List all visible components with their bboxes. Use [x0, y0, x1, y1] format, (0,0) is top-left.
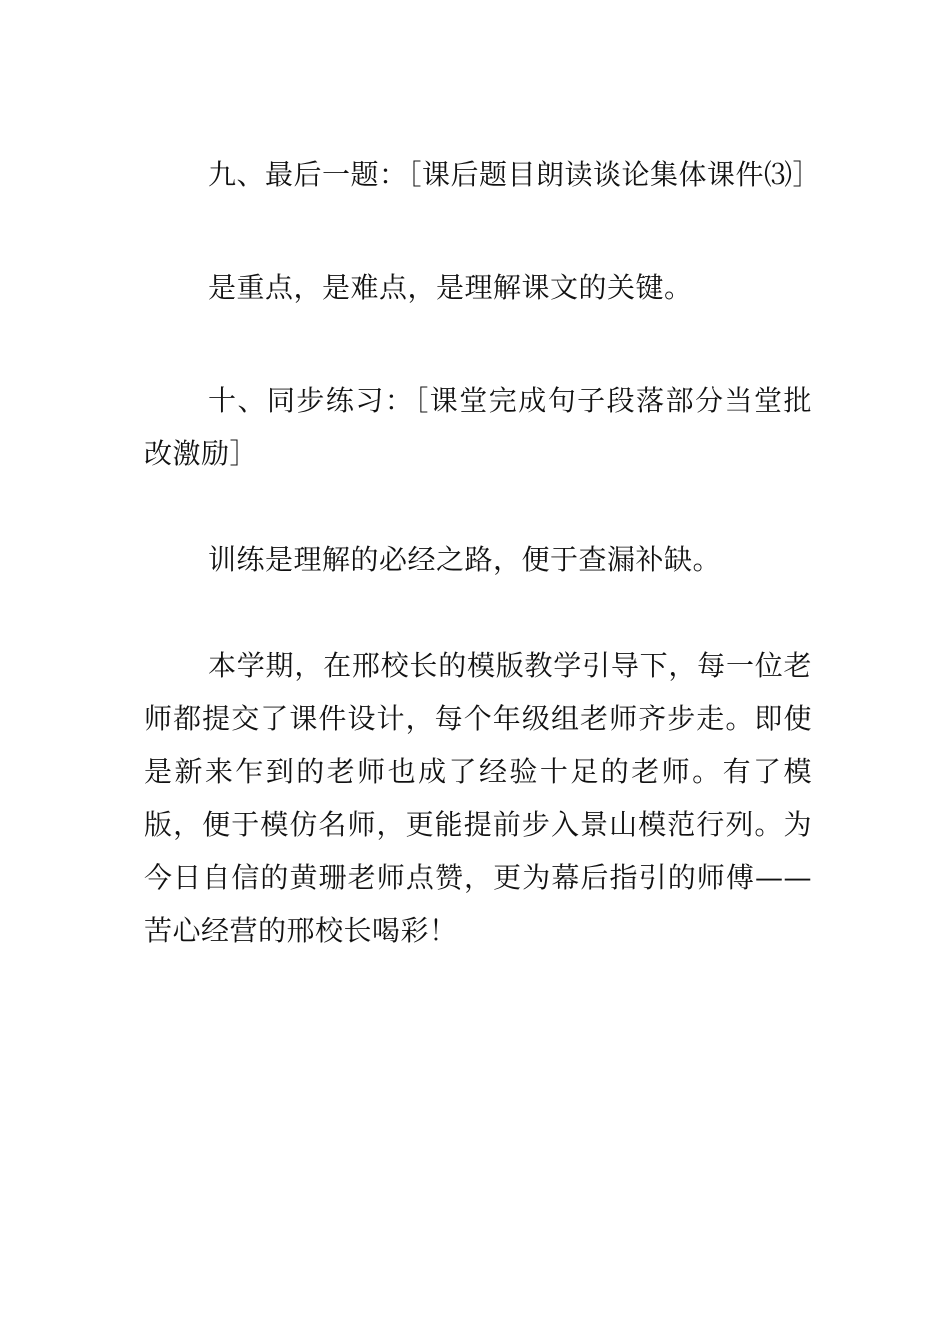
paragraph-item-nine: 九、最后一题：［课后题目朗读谈论集体课件⑶］: [208, 158, 822, 191]
document-body: [144, 148, 822, 957]
paragraph-training: 训练是理解的必经之路，便于查漏补缺。: [208, 543, 722, 576]
paragraph-key-point: 是重点，是难点，是理解课文的关键。: [208, 271, 693, 304]
paragraph-item-ten: 十、同步练习：［课堂完成句子段落部分当堂批改激励］: [144, 384, 812, 470]
paragraph-summary: 本学期，在邢校长的模版教学引导下，每一位老师都提交了课件设计，每个年级组老师齐步走。即使是新来乍到的老师也成了经验十足的老师。有了模版，便于模仿名师，更能提前步入景山模范行列。为今日自信的黄珊老师点赞，更为幕后指引的师傅——苦心经营的邢校长喝彩！: [144, 649, 812, 947]
